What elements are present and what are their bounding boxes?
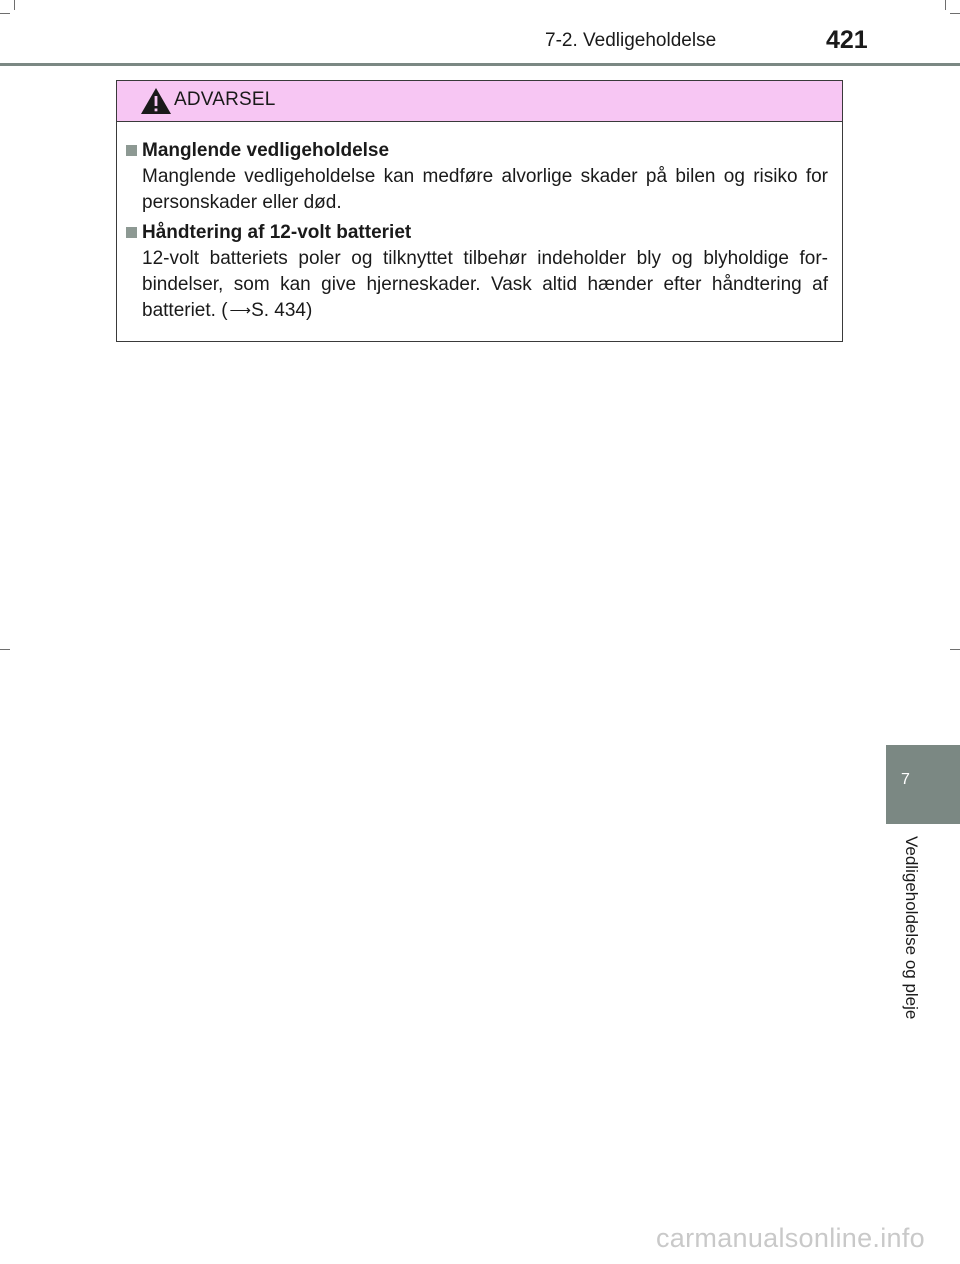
warning-item-heading-text: Manglende vedligeholdelse [142,140,390,161]
warning-triangle-icon [139,86,173,116]
crop-mark [945,0,946,10]
crop-mark [950,13,960,14]
warning-box [116,80,843,342]
warning-header [117,81,842,122]
chapter-number: 7 [901,771,910,788]
square-bullet-icon [126,227,137,238]
watermark: carmanualsonline.info [656,1223,925,1253]
crop-mark [0,649,10,650]
page-number: 421 [826,26,868,54]
warning-item [126,138,828,216]
page-reference[interactable]: S. 434) [251,300,313,321]
warning-item-heading [126,220,828,246]
warning-title: ADVARSEL [174,89,276,110]
warning-item-body-text: 12-volt batteriets poler og tilknyttet tilbehør indeholder bly og blyholdige for-bindelser, som kan give hjerneskader. Vask altid hænder efter håndtering af batteriet. ( [142,248,828,321]
crop-mark [14,0,15,10]
warning-item-body [126,246,828,324]
chapter-tab [886,745,960,824]
section-title: 7-2. Vedligeholdelse [545,30,717,51]
warning-item-heading [126,138,828,164]
arrow-right-icon: ⟶ [229,302,252,319]
warning-item [126,220,828,324]
header-divider [0,63,960,66]
crop-mark [0,13,10,14]
warning-item-body: Manglende vedligeholdelse kan medføre alvorlige skader på bilen og risiko for personskader eller død. [142,166,828,213]
crop-mark [950,649,960,650]
chapter-title: Vedligeholdelse og pleje [902,836,921,1020]
square-bullet-icon [126,145,137,156]
warning-item-heading-text: Håndtering af 12-volt batteriet [142,222,412,243]
